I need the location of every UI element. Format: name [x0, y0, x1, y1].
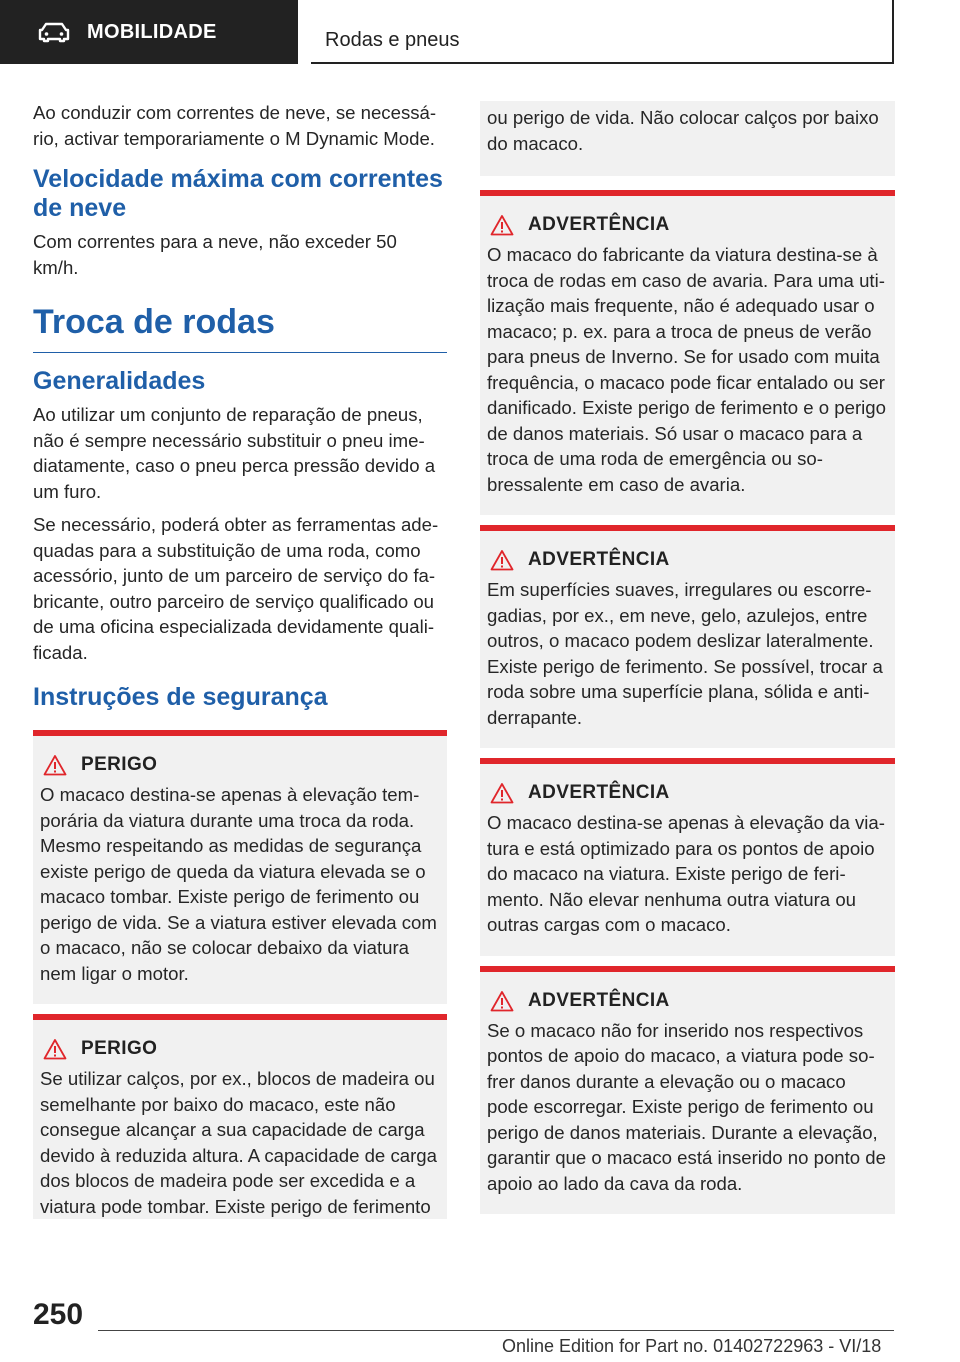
warning-triangle-icon	[490, 214, 514, 236]
heading-wheel-change: Troca de rodas	[33, 300, 447, 353]
chapter-header	[311, 0, 894, 64]
warning-notice	[480, 190, 895, 515]
notice-title: ADVERTÊNCIA	[528, 989, 670, 1011]
footer-divider	[98, 1330, 894, 1331]
warning-triangle-icon	[490, 990, 514, 1012]
notice-text: Em superfícies suaves, irregulares ou escorregadias, por ex., em neve, gelo, azulejos, entre outros, o macaco podem deslizar lateralmente. Existe perigo de ferimento. Se possível, trocar a roda sobre uma superfície plana, sólida e antiderrapante.	[487, 579, 883, 728]
notice-title: ADVERTÊNCIA	[528, 549, 670, 570]
notice-title: PERIGO	[81, 1038, 158, 1059]
danger-notice	[33, 730, 447, 1004]
section-label: MOBILIDADE	[87, 20, 217, 43]
notice-text: Se o macaco não for inserido nos respectivos pontos de apoio do macaco, a viatura pode sofrer danos durante a elevação ou o macaco pode escorregar. Existe perigo de ferimento ou perigo de danos materiais. Durante a elevação, garantir que o macaco está inserido no ponto de apoio ao lado da cava da roda.	[487, 1019, 886, 1194]
notice-title: ADVERTÊNCIA	[528, 782, 670, 803]
intro-text: Ao conduzir com correntes de neve, se necessário, activar temporariamente o M Dynamic Mode.	[33, 102, 437, 149]
page-number: 250	[33, 1298, 84, 1331]
section-tab[interactable]	[0, 0, 298, 64]
right-column	[480, 101, 895, 1224]
notice-text: Se utilizar calços, por ex., blocos de madeira ou semelhante por baixo do macaco, este não consegue alcançar a sua capacidade de carga devido à reduzida altura. A capacidade de carga dos blocos de madeira pode ser excedida e a viatura pode tombar. Existe perigo de ferimento	[40, 1068, 437, 1217]
notice-title: ADVERTÊNCIA	[528, 214, 670, 235]
heading-general: Generalidades	[33, 367, 206, 395]
warning-triangle-icon	[490, 549, 514, 571]
heading-snow-chain-speed: Velocidade máxima com correntes de neve	[33, 165, 443, 222]
warning-notice	[480, 758, 895, 956]
warning-triangle-icon	[43, 754, 67, 776]
car-icon	[37, 21, 71, 43]
general-paragraph-2: Se necessário, poderá obter as ferramentas adequadas para a substituição de uma roda, como acessório, junto de um parceiro de serviço do fabricante, outro parceiro de serviço qualificado ou de uma oficina especializada devidamente qualificada.	[33, 514, 439, 663]
danger-notice	[33, 1014, 447, 1219]
warning-notice	[480, 525, 895, 748]
chapter-title: Rodas e pneus	[325, 29, 460, 51]
notice-text: O macaco destina-se apenas à elevação da viatura e está optimizado para os pontos de apoio do macaco na viatura. Existe perigo de ferimento. Não elevar nenhuma outra viatura ou outras cargas com o macaco.	[487, 812, 885, 935]
heading-safety: Instruções de segurança	[33, 683, 328, 711]
warning-notice	[480, 966, 895, 1215]
general-paragraph-1: Ao utilizar um conjunto de reparação de pneus, não é sempre necessário substituir o pneu imediatamente, caso o pneu perca pressão devido a um furo.	[33, 404, 436, 502]
edition-footer: Online Edition for Part no. 01402722963 - VI/18	[502, 1336, 882, 1356]
notice-text: O macaco destina-se apenas à elevação temporária da viatura durante uma troca da roda. Mesmo respeitando as medidas de segurança existe perigo de queda da viatura elevada se o macaco tombar. Existe perigo de ferimento ou perigo de vida. Se a viatura estiver elevada com o macaco, não se colocar debaixo da viatura nem ligar o motor.	[40, 784, 437, 984]
speed-text: Com correntes para a neve, não exceder 50 km/h.	[33, 231, 397, 278]
warning-triangle-icon	[43, 1038, 67, 1060]
notice-text: O macaco do fabricante da viatura destina-se à troca de rodas em caso de avaria. Para uma utilização mais frequente, não é adequado usar o macaco; p. ex. para a troca de pneus de verão para pneus de Inverno. Se for usado com muita frequência, o macaco pode ficar entalado ou ser danificado. Existe perigo de ferimento e o perigo de danos materiais. Só usar o macaco para a troca de uma roda de emergência ou sobressalente em caso de avaria.	[487, 244, 886, 495]
warning-triangle-icon	[490, 782, 514, 804]
left-column	[33, 100, 447, 1229]
notice-title: PERIGO	[81, 754, 158, 775]
danger-notice-continued	[480, 101, 895, 176]
notice-text: ou perigo de vida. Não colocar calços por baixo do macaco.	[487, 107, 879, 154]
